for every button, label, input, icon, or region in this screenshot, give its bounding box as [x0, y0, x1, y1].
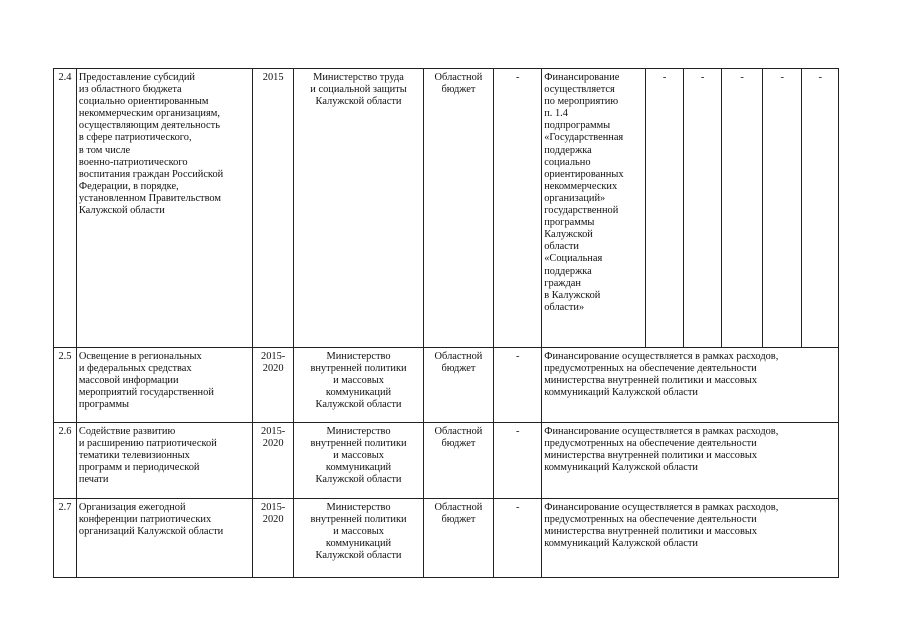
years-cell: 2015- 2020	[252, 348, 294, 423]
years-cell: 2015	[252, 69, 294, 348]
row-number: 2.7	[54, 499, 77, 578]
total-cell: -	[494, 499, 542, 578]
funding-source-cell: Областной бюджет	[423, 69, 494, 348]
row-number: 2.5	[54, 348, 77, 423]
executor-cell: Министерство внутренней политики и массовых коммуникаций Калужской области	[294, 423, 423, 499]
table-row	[54, 423, 839, 499]
executor-cell: Министерство внутренней политики и массовых коммуникаций Калужской области	[294, 499, 423, 578]
executor-cell: Министерство внутренней политики и массовых коммуникаций Калужской области	[294, 348, 423, 423]
table-row	[54, 348, 839, 423]
activity-cell: Освещение в региональных и федеральных средствах массовой информации мероприятий государственной программы	[76, 348, 252, 423]
activity-cell: Предоставление субсидий из областного бюджета социально ориентированным некоммерческим организациям, осуществляющим деятельность в сфере патриотического, в том числе военно-патриотического воспитания граждан Российской Федерации, в порядке, установленном Правительством Калужской области	[76, 69, 252, 348]
activity-cell: Организация ежегодной конференции патриотических организаций Калужской области	[76, 499, 252, 578]
funding-source-cell: Областной бюджет	[423, 348, 494, 423]
year-value-cell: -	[762, 69, 802, 348]
financing-cell: Финансирование осуществляется в рамках расходов, предусмотренных на обеспечение деятельности министерства внутренней политики и массовых коммуникаций Калужской области	[542, 499, 839, 578]
year-value-cell: -	[802, 69, 839, 348]
total-cell: -	[494, 348, 542, 423]
total-cell: -	[494, 423, 542, 499]
financing-cell: Финансирование осуществляется по мероприятию п. 1.4 подпрограммы «Государственная поддержка социально ориентированных некоммерческих организаций» государственной программы Калужской области «Социальная поддержка граждан в Калужской области»	[542, 69, 646, 348]
year-value-cell: -	[646, 69, 683, 348]
activity-cell: Содействие развитию и расширению патриотической тематики телевизионных программ и периодической печати	[76, 423, 252, 499]
row-number: 2.6	[54, 423, 77, 499]
row-number: 2.4	[54, 69, 77, 348]
year-value-cell: -	[722, 69, 763, 348]
funding-source-cell: Областной бюджет	[423, 499, 494, 578]
executor-cell: Министерство труда и социальной защиты Калужской области	[294, 69, 423, 348]
financing-cell: Финансирование осуществляется в рамках расходов, предусмотренных на обеспечение деятельности министерства внутренней политики и массовых коммуникаций Калужской области	[542, 423, 839, 499]
funding-source-cell: Областной бюджет	[423, 423, 494, 499]
table-row	[54, 69, 839, 348]
years-cell: 2015- 2020	[252, 423, 294, 499]
year-value-cell: -	[683, 69, 722, 348]
total-cell: -	[494, 69, 542, 348]
years-cell: 2015- 2020	[252, 499, 294, 578]
financing-cell: Финансирование осуществляется в рамках расходов, предусмотренных на обеспечение деятельности министерства внутренней политики и массовых коммуникаций Калужской области	[542, 348, 839, 423]
table-row	[54, 499, 839, 578]
program-activities-table	[53, 68, 839, 578]
